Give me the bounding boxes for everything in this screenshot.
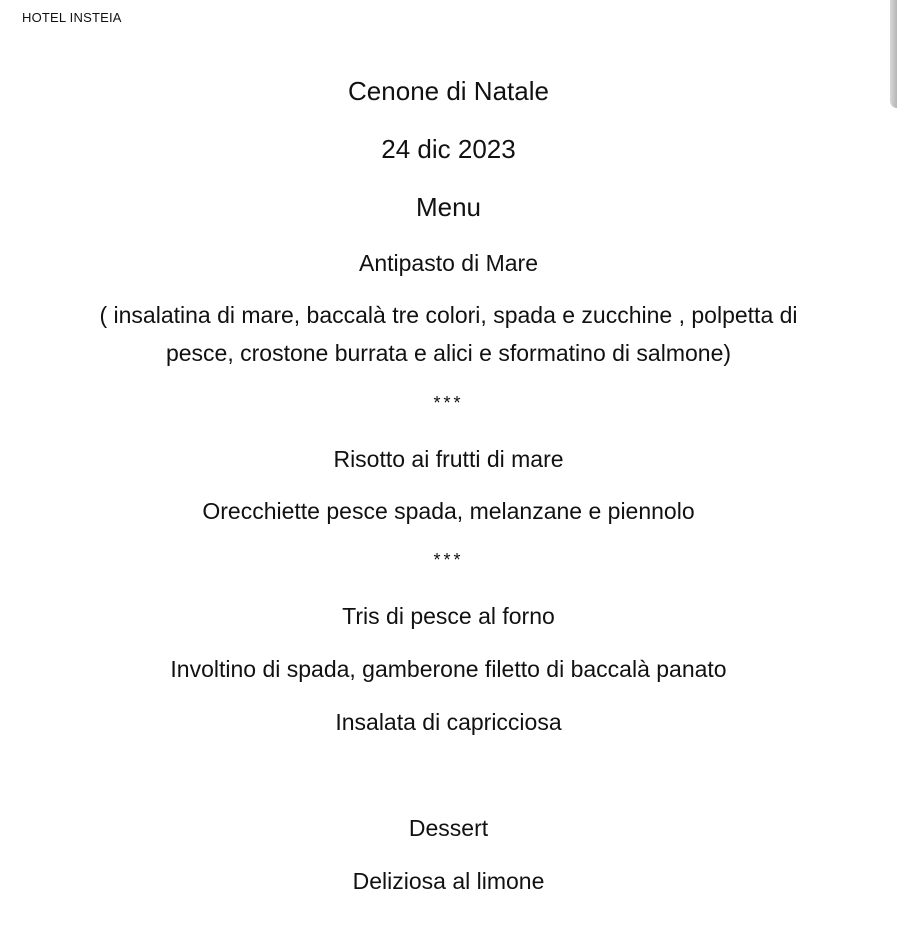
antipasto-title: Antipasto di Mare: [359, 250, 538, 276]
dessert-item: Deliziosa al limone: [352, 868, 545, 894]
primo-item-1: Risotto ai frutti di mare: [333, 446, 564, 472]
hotel-name: HOTEL INSTEIA: [22, 10, 122, 25]
antipasto-description-line-1: ( insalatina di mare, baccalà tre colori, spada e zucchine , polpetta di: [99, 302, 798, 328]
primo-item-2: Orecchiette pesce spada, melanzane e piennolo: [202, 498, 695, 524]
separator: ***: [433, 393, 464, 413]
event-date: 24 dic 2023: [381, 134, 516, 164]
menu-heading: Menu: [415, 192, 482, 222]
separator: ***: [433, 550, 464, 570]
secondo-item-1: Tris di pesce al forno: [342, 603, 555, 629]
secondo-item-2: Involtino di spada, gamberone filetto di baccalà panato: [170, 656, 727, 682]
dessert-title: Dessert: [408, 815, 489, 841]
event-title: Cenone di Natale: [348, 76, 549, 106]
secondo-item-3: Insalata di capricciosa: [335, 709, 562, 735]
antipasto-description-line-2: pesce, crostone burrata e alici e sformatino di salmone): [165, 340, 732, 366]
